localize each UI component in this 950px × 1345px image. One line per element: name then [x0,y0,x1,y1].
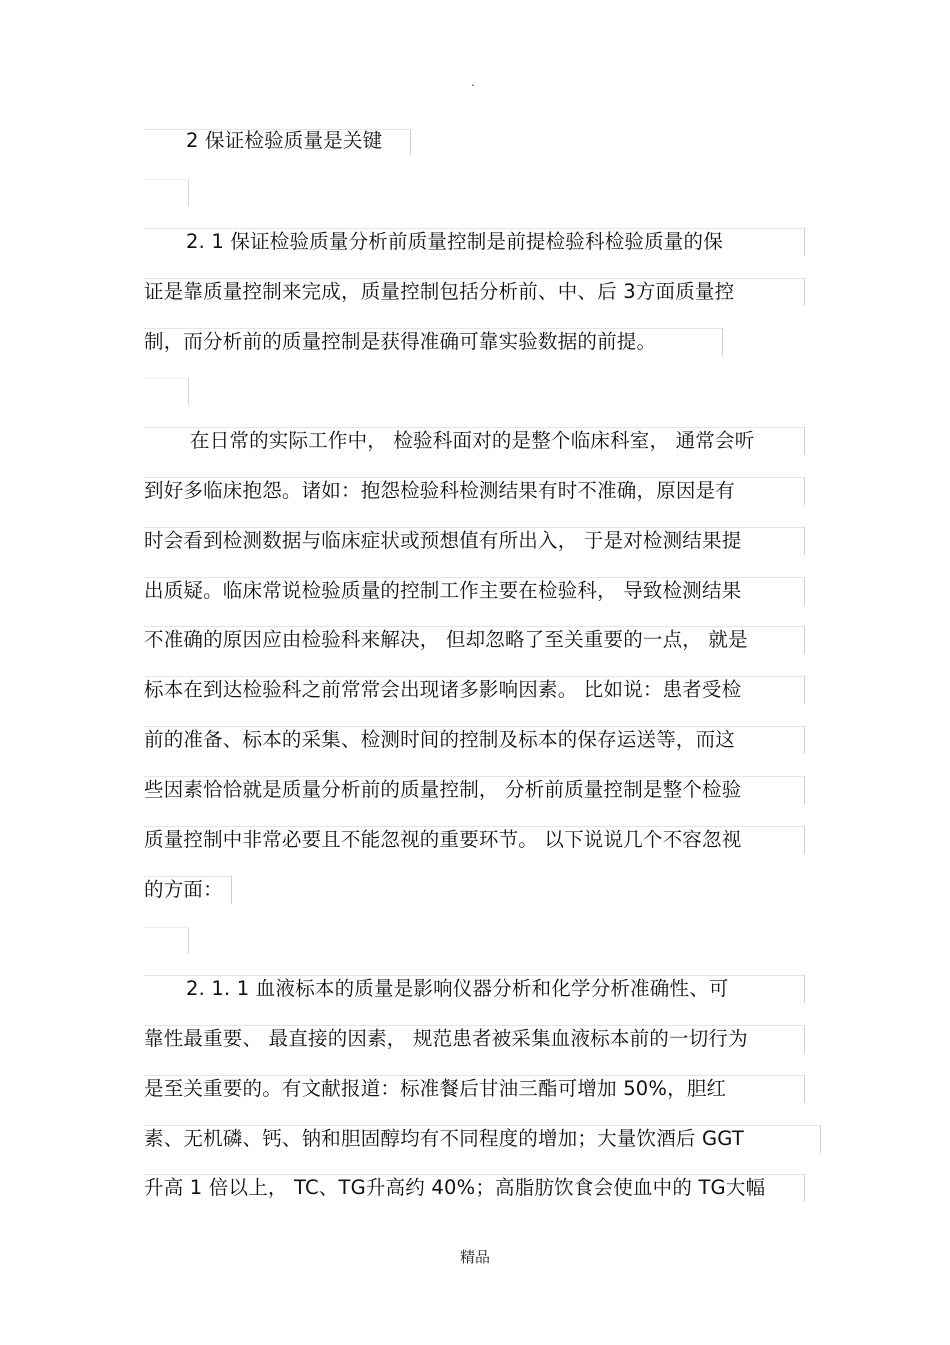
paragraph-line-5: 不准确的原因应由检验科来解决， 但却忽略了至关重要的一点， 就是 [144,628,748,651]
section-heading: 2 保证检验质量是关键 [186,129,383,152]
paragraph-line-9: 质量控制中非常必要且不能忽视的重要环节。 以下说说几个不容忽视 [144,828,742,851]
line-end-rule [804,626,805,654]
paragraph-line-4: 出质疑。临床常说检验质量的控制工作主要在检验科， 导致检测结果 [144,579,742,602]
line-end-rule [804,427,805,455]
line-end-rule [820,1125,821,1153]
line-end-rule [804,776,805,804]
blank-line-box [144,179,189,206]
blank-line-box [144,378,189,405]
line-end-rule [804,975,805,1003]
paragraph-line-6: 标本在到达检验科之前常常会出现诸多影响因素。 比如说：患者受检 [144,678,742,701]
line-end-rule [804,278,805,306]
line-end-rule [804,477,805,505]
section-2-1-line-2: 证是靠质量控制来完成，质量控制包括分析前、中、后 3方面质量控 [144,280,735,303]
section-2-1-1-line-1: 2. 1. 1 血液标本的质量是影响仪器分析和化学分析准确性、可 [186,977,729,1000]
line-end-rule [804,1174,805,1202]
line-end-rule [804,228,805,256]
line-end-rule [804,1025,805,1053]
line-end-rule [804,826,805,854]
section-2-1-line-3: 制，而分析前的质量控制是获得准确可靠实验数据的前提。 [144,330,657,353]
paragraph-line-2: 到好多临床抱怨。诸如：抱怨检验科检测结果有时不准确，原因是有 [144,479,736,502]
section-2-1-line-1: 2. 1 保证检验质量分析前质量控制是前提检验科检验质量的保 [186,230,723,253]
paragraph-line-10: 的方面： [144,878,223,901]
section-2-1-1-line-2: 靠性最重要、 最直接的因素， 规范患者被采集血液标本前的一切行为 [144,1027,748,1050]
paragraph-line-3: 时会看到检测数据与临床症状或预想值有所出入， 于是对检测结果提 [144,529,742,552]
blank-line-box [144,927,189,954]
heading-end-rule [410,129,411,155]
section-2-1-1-line-3: 是至关重要的。有文献报道：标准餐后甘油三酯可增加 50%，胆红 [144,1077,727,1100]
line-end-rule [722,328,723,356]
paragraph-line-7: 前的准备、标本的采集、检测时间的控制及标本的保存运送等，而这 [144,728,736,751]
line-end-rule [804,726,805,754]
line-end-rule [804,527,805,555]
paragraph-line-1: 在日常的实际工作中， 检验科面对的是整个临床科室， 通常会听 [190,429,755,452]
line-end-rule [231,876,232,904]
paragraph-line-8: 些因素恰恰就是质量分析前的质量控制， 分析前质量控制是整个检验 [144,778,742,801]
page-footer: 精品 [459,1248,490,1266]
line-end-rule [804,676,805,704]
section-2-1-1-line-5: 升高 1 倍以上， TC、TG升高约 40%；高脂肪饮食会使血中的 TG大幅 [144,1176,766,1199]
line-end-rule [804,1075,805,1103]
section-2-1-1-line-4: 素、无机磷、钙、钠和胆固醇均有不同程度的增加；大量饮酒后 GGT [144,1127,745,1150]
line-end-rule [804,577,805,605]
header-mark: . [471,75,475,89]
